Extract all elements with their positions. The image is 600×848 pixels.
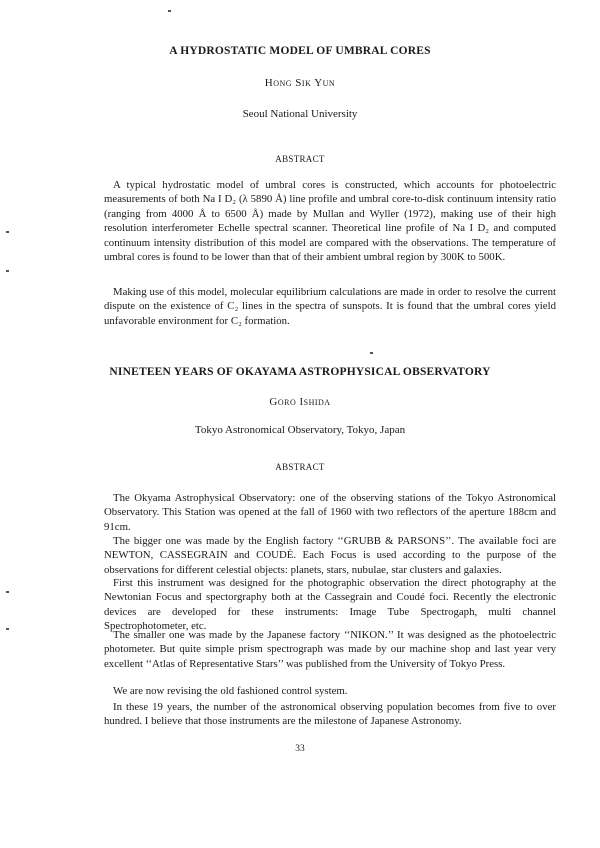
article2-paragraph: First this instrument was designed for the photographic observation the direct photography at the Newtonian Focus and spectorgraphy both at the Cassegrain and Coudé foci. Recently the electronic devices are developed for these instruments: Image Tube Spectrogaph, multi channel Spectrophotometer, etc.	[104, 577, 556, 633]
page-number: 33	[295, 744, 305, 754]
article1-author: Hong Sik Yun	[264, 77, 336, 89]
article1-abstract-heading: ABSTRACT	[275, 154, 325, 164]
article2-author: Goro Ishida	[269, 396, 331, 408]
margin-mark	[6, 231, 9, 233]
article2-abstract-heading: ABSTRACT	[275, 462, 325, 472]
section-divider-dot	[370, 352, 373, 354]
scan-speck	[168, 10, 171, 12]
margin-mark	[6, 270, 9, 272]
article2-paragraph: The smaller one was made by the Japanese factory ‘‘NIKON.’’ It was designed as the photoelectric photometer. But quite simple prism spectrograph was made by our machine shop and last year very excellent ‘‘Atlas of Representative Stars’’ was published from the University of Tokyo Press.	[104, 629, 556, 670]
article2-paragraph: In these 19 years, the number of the astronomical observing population becomes from five to over hundred. I believe that those instruments are the milestone of Japanese Astronomy.	[104, 701, 556, 728]
article2-title: NINETEEN YEARS OF OKAYAMA ASTROPHYSICAL OBSERVATORY	[109, 366, 491, 378]
article2-paragraph: The Okyama Astrophysical Observatory: one of the observing stations of the Tokyo Astronomical Observatory. This Station was opened at the fall of 1960 with two reflectors of the aperture 188cm and 91cm.	[104, 492, 556, 533]
article1-paragraph: Making use of this model, molecular equilibrium calculations are made in order to resolve the current dispute on the existence of C₂ lines in the spectra of sunspots. It is found that the umbral cores yield unfavorable environment for C₂ formation.	[104, 286, 556, 327]
article2-affiliation: Tokyo Astronomical Observatory, Tokyo, Japan	[194, 424, 406, 436]
margin-mark	[6, 591, 9, 593]
article1-affiliation: Seoul National University	[242, 108, 358, 120]
article2-paragraph: The bigger one was made by the English factory ‘‘GRUBB & PARSONS’’. The available foci are NEWTON, CASSEGRAIN and COUDÉ. Each Focus is used according to the purpose of the observations for different celestial objects: planets, stars, nubulae, star clusters and galaxies.	[104, 535, 556, 576]
article1-title: A HYDROSTATIC MODEL OF UMBRAL CORES	[169, 45, 431, 57]
margin-mark	[6, 628, 9, 630]
article1-paragraph: A typical hydrostatic model of umbral cores is constructed, which accounts for photoelectric measurements of both Na I D₂ (λ 5890 Å) line profile and umbral core-to-disk continuum intensity ratio (ranging from 4000 Å to 6500 Å) made by Mullan and Wyller (1972), making use of their high resolution interferometer Echelle spectral scanner. Theoretical line profile of Na I D₂ and computed continuum intensity distribution of this model are compared with the observations. The temperature of umbral cores is found to be lower than that of their ambient umbral region by 300K to 500K.	[104, 179, 556, 264]
article2-paragraph: We are now revising the old fashioned control system.	[113, 685, 348, 697]
